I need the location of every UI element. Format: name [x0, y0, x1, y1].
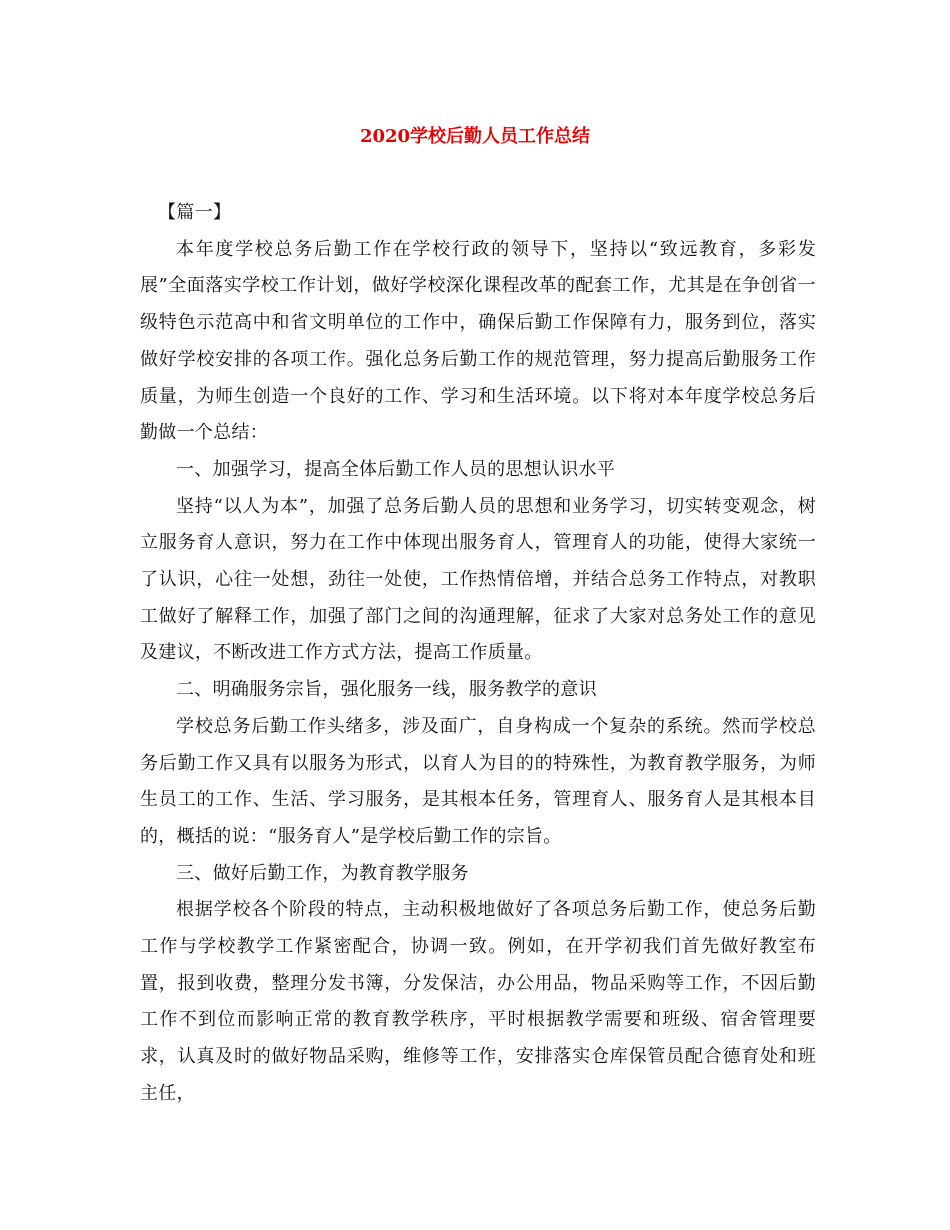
paragraph-3: 根据学校各个阶段的特点，主动积极地做好了各项总务后勤工作，使总务后勤工作与学校教学工作紧密配合，协调一致。例如，在开学初我们首先做好教室布置，报到收费，整理分发书簿，分发保洁，办公用品，物品采购等工作，不因后勤工作不到位而影响正常的教育教学秩序，平时根据教学需要和班级、宿舍管理要求，认真及时的做好物品采购，维修等工作，安排落实仓库保管员配合德育处和班主任，: [140, 899, 816, 1104]
section-heading-3: 三、做好后勤工作，为教育教学服务: [176, 862, 469, 884]
paragraph-1: 坚持“以人为本”，加强了总务后勤人员的思想和业务学习，切实转变观念，树立服务育人意识，努力在工作中体现出服务育人，管理育人的功能，使得大家统一了认识，心往一处想，劲往一处使，工作热情倍增，并结合总务工作特点，对教职工做好了解释工作，加强了部门之间的沟通理解，征求了大家对总务处工作的意见及建议，不断改进工作方式方法，提高工作质量。: [140, 495, 816, 664]
section-marker: 【篇一】: [158, 202, 232, 223]
intro-paragraph: 本年度学校总务后勤工作在学校行政的领导下，坚持以“致远教育，多彩发展”全面落实学校工作计划，做好学校深化课程改革的配套工作，尤其是在争创省一级特色示范高中和省文明单位的工作中，确保后勤工作保障有力，服务到位，落实做好学校安排的各项工作。强化总务后勤工作的规范管理，努力提高后勤服务工作质量，为师生创造一个良好的工作、学习和生活环境。以下将对本年度学校总务后勤做一个总结：: [140, 238, 816, 444]
document-body: [140, 195, 816, 1113]
document-title: 2020学校后勤人员工作总结: [359, 126, 591, 147]
section-heading-2: 二、明确服务宗旨，强化服务一线，服务教学的意识: [176, 679, 597, 701]
paragraph-2: 学校总务后勤工作头绪多，涉及面广，自身构成一个复杂的系统。然而学校总务后勤工作又具有以服务为形式，以育人为目的的特殊性，为教育教学服务，为师生员工的工作、生活、学习服务，是其根本任务，管理育人、服务育人是其根本目的，概括的说：“服务育人”是学校后勤工作的宗旨。: [140, 715, 816, 847]
section-heading-1: 一、加强学习，提高全体后勤工作人员的思想认识水平: [176, 458, 616, 480]
